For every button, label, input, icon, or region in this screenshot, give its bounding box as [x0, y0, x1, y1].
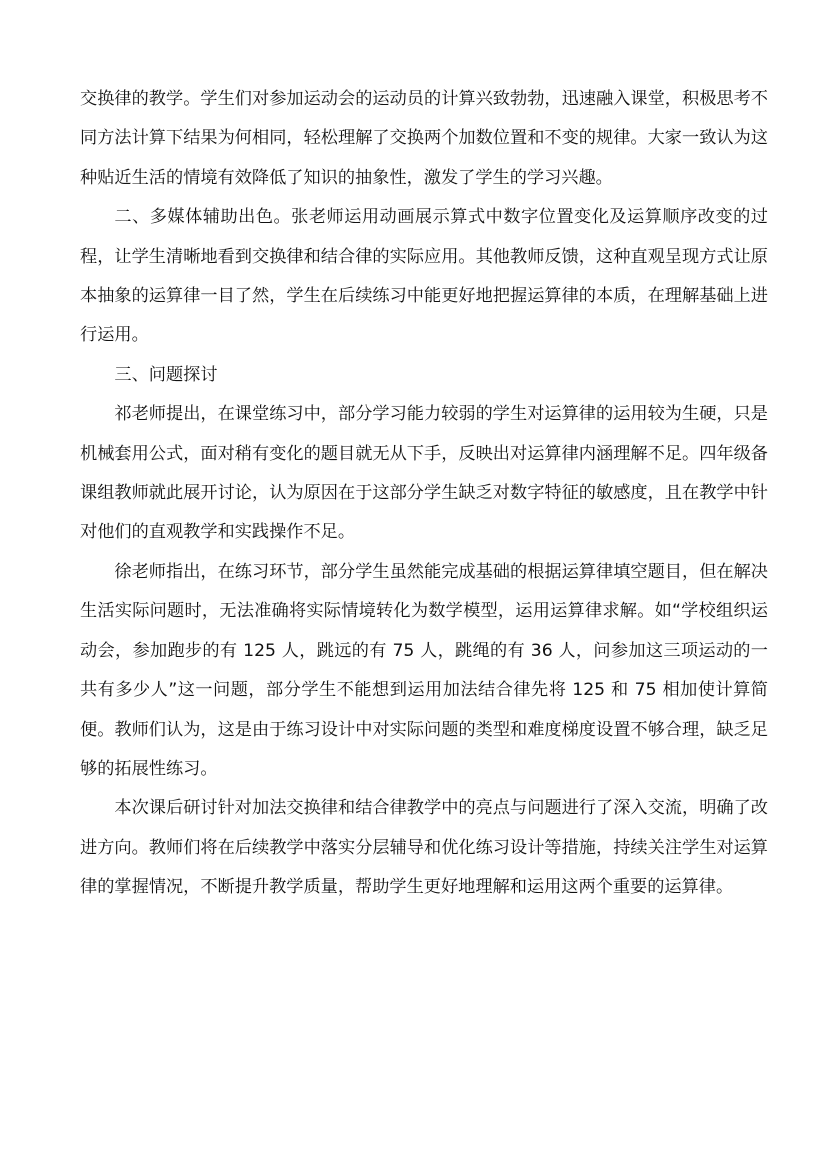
paragraph-qi-teacher: 祁老师提出，在课堂练习中，部分学习能力较弱的学生对运算律的运用较为生硬，只是机械套用公式，面对稍有变化的题目就无从下手，反映出对运算律内涵理解不足。四年级备课组教师就此展开讨论，认为原因在于这部分学生缺乏对数字特征的敏感度，且在教学中针对他们的直观教学和实践操作不足。: [80, 404, 768, 543]
paragraph-summary: 本次课后研讨针对加法交换律和结合律教学中的亮点与问题进行了深入交流，明确了改进方向。教师们将在后续教学中落实分层辅导和优化练习设计等措施，持续关注学生对运算律的掌握情况，不断提升教学质量，帮助学生更好地理解和运用这两个重要的运算律。: [80, 798, 768, 898]
paragraph-xu-teacher: 徐老师指出，在练习环节，部分学生虽然能完成基础的根据运算律填空题目，但在解决生活实际问题时，无法准确将实际情境转化为数学模型，运用运算律求解。如“学校组织运动会，参加跑步的有 125 人，跳远的有 75 人，跳绳的有 36 人，问参加这三项运动的一共有多少人”这一问题，部分学生不能想到运用加法结合律先将 125 和 75 相加使计算简便。教师们认为，这是由于练习设计中对实际问题的类型和难度梯度设置不够合理，缺乏足够的拓展性练习。: [80, 561, 768, 779]
paragraph-multimedia: 二、多媒体辅助出色。张老师运用动画展示算式中数字位置变化及运算顺序改变的过程，让学生清晰地看到交换律和结合律的实际应用。其他教师反馈，这种直观呈现方式让原本抽象的运算律一目了然，学生在后续练习中能更好地把握运算律的本质，在理解基础上进行运用。: [80, 207, 768, 346]
document-page: [80, 80, 768, 908]
paragraph-continuation: 交换律的教学。学生们对参加运动会的运动员的计算兴致勃勃，迅速融入课堂，积极思考不同方法计算下结果为何相同，轻松理解了交换两个加数位置和不变的规律。大家一致认为这种贴近生活的情境有效降低了知识的抽象性，激发了学生的学习兴趣。: [80, 89, 768, 188]
section-heading-problems: 三、问题探讨: [114, 364, 218, 385]
